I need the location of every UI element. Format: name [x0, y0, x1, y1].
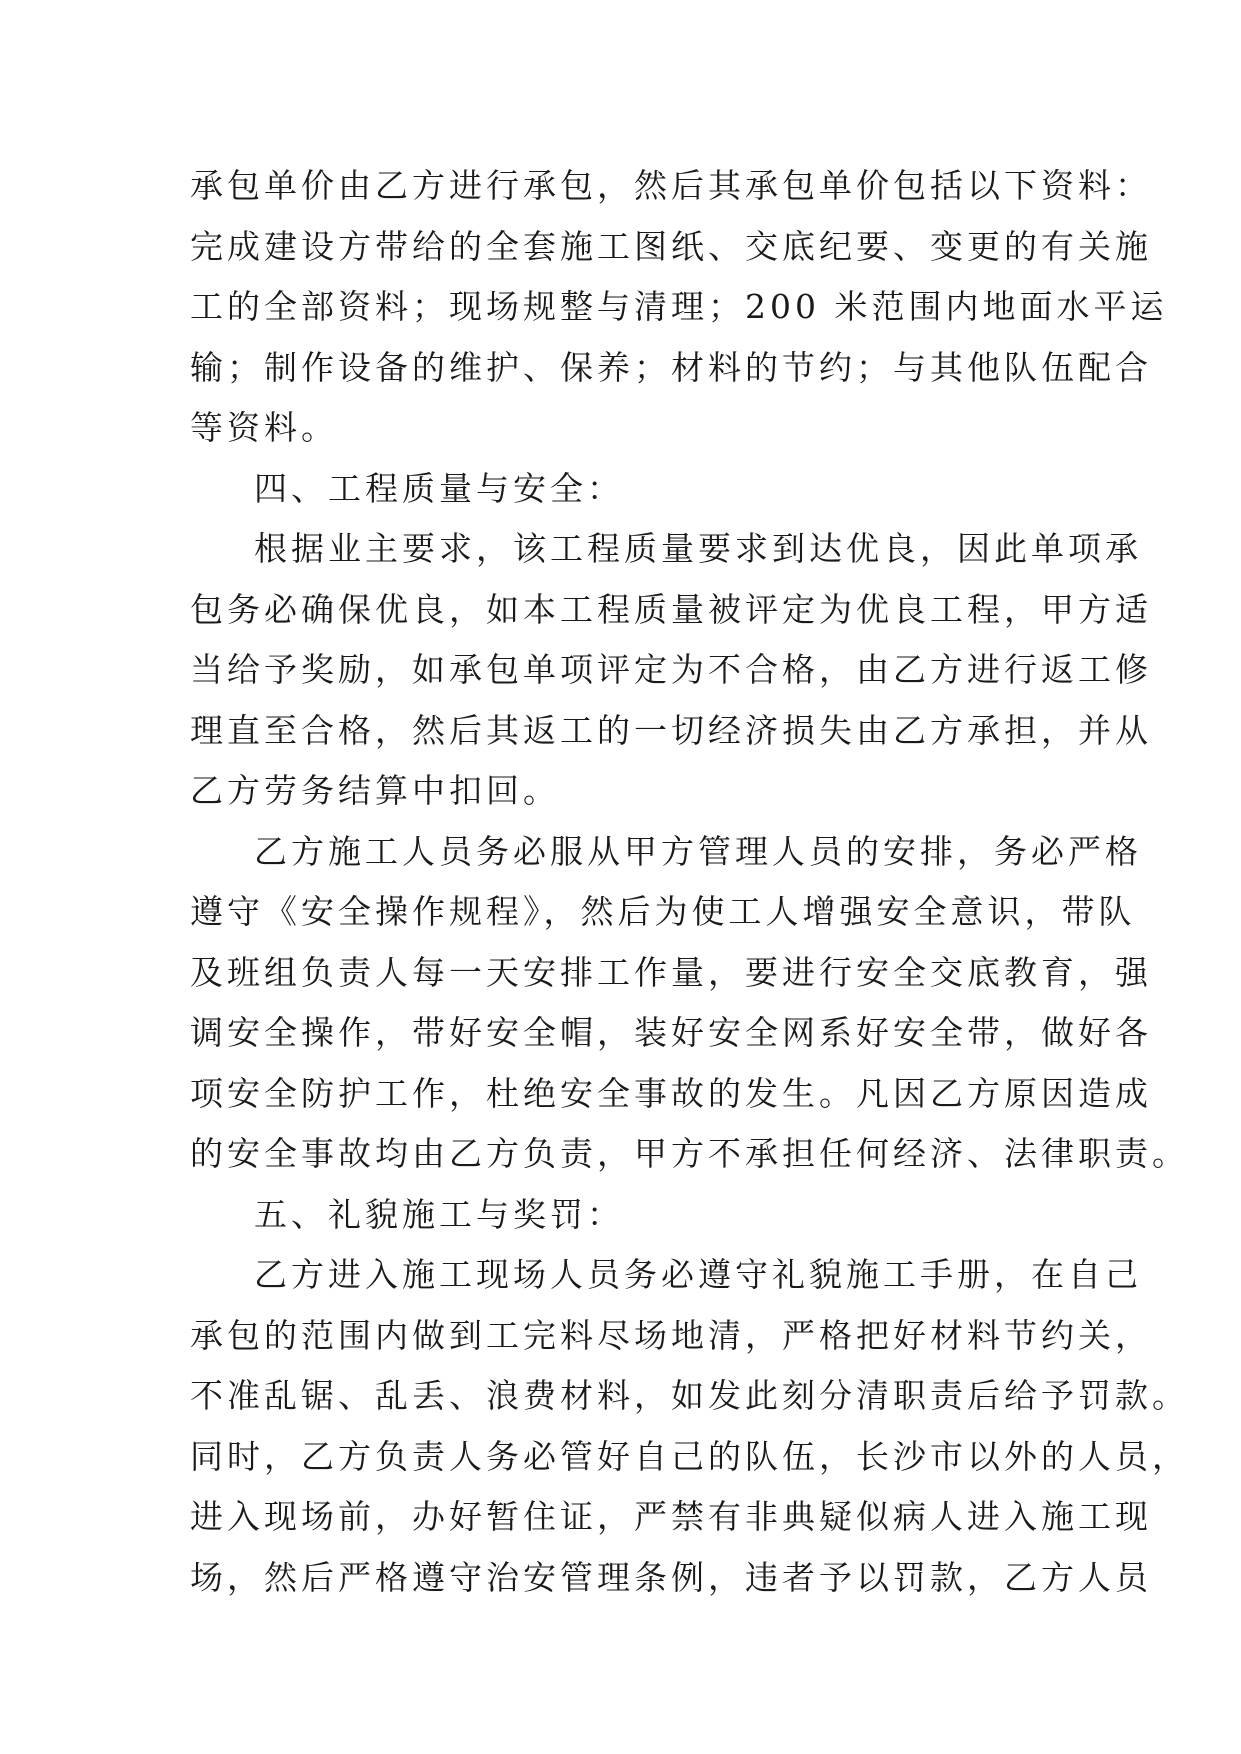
text-line: 承包的范围内做到工完料尽场地清，严格把好材料节约关， [190, 1315, 1152, 1355]
text-line: 场，然后严格遵守治安管理条例，违者予以罚款，乙方人员 [190, 1557, 1152, 1597]
document-body [190, 156, 1189, 1608]
text-line: 输；制作设备的维护、保养；材料的节约；与其他队伍配合 [190, 347, 1152, 387]
text-line: 四、工程质量与安全： [254, 468, 624, 508]
text-line: 及班组负责人每一天安排工作量，要进行安全交底教育，强 [190, 952, 1152, 992]
text-line: 项安全防护工作，杜绝安全事故的发生。凡因乙方原因造成 [190, 1073, 1152, 1113]
text-line: 乙方施工人员务必服从甲方管理人员的安排，务必严格 [254, 831, 1142, 871]
text-line: 当给予奖励，如承包单项评定为不合格，由乙方进行返工修 [190, 650, 1152, 689]
text-line: 等资料。 [190, 408, 338, 447]
text-line: 同时，乙方负责人务必管好自己的队伍，长沙市以外的人员， [190, 1436, 1189, 1476]
text-line: 理直至合格，然后其返工的一切经济损失由乙方承担，并从 [190, 710, 1152, 750]
text-line: 调安全操作，带好安全帽，装好安全网系好安全带，做好各 [190, 1013, 1152, 1052]
text-line: 乙方进入施工现场人员务必遵守礼貌施工手册，在自己 [254, 1255, 1142, 1294]
text-line: 进入现场前，办好暂住证，严禁有非典疑似病人进入施工现 [190, 1497, 1152, 1536]
text-line: 不准乱锯、乱丢、浪费材料，如发此刻分清职责后给予罚款。 [190, 1376, 1189, 1415]
text-line: 根据业主要求，该工程质量要求到达优良，因此单项承 [254, 529, 1142, 568]
text-line: 五、礼貌施工与奖罚： [254, 1194, 624, 1234]
text-line: 乙方劳务结算中扣回。 [190, 771, 560, 810]
text-line: 承包单价由乙方进行承包，然后其承包单价包括以下资料： [190, 166, 1152, 205]
text-line: 遵守《安全操作规程》，然后为使工人增强安全意识，带队 [190, 892, 1136, 931]
text-line: 的安全事故均由乙方负责，甲方不承担任何经济、法律职责。 [190, 1134, 1189, 1173]
text-line: 包务必确保优良，如本工程质量被评定为优良工程，甲方适 [190, 589, 1152, 629]
text-line: 完成建设方带给的全套施工图纸、交底纪要、变更的有关施 [190, 226, 1152, 266]
text-line: 工的全部资料；现场规整与清理；200 米范围内地面水平运 [190, 287, 1168, 326]
